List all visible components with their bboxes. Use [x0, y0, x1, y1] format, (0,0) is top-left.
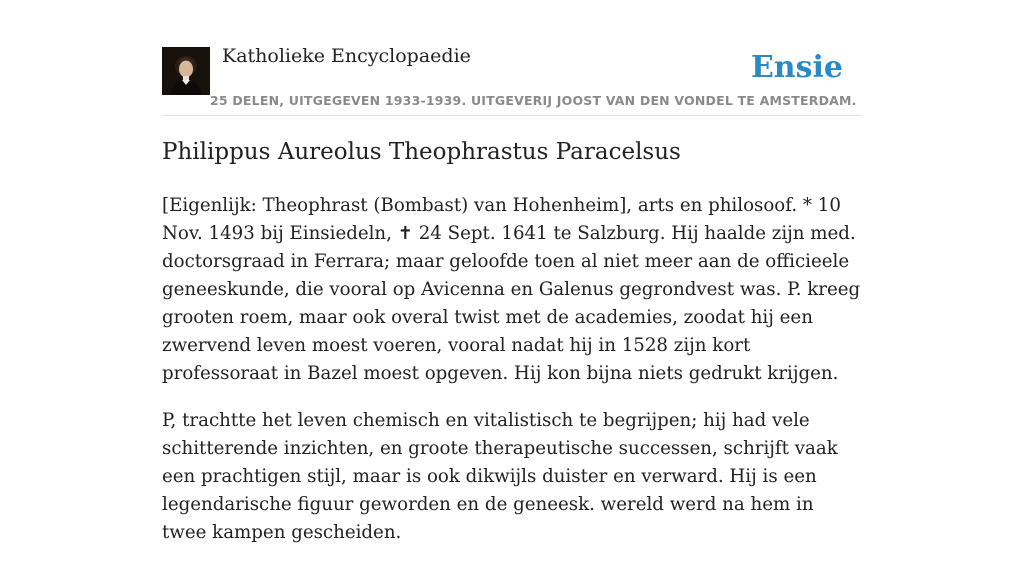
article-paragraph: [Eigenlijk: Theophrast (Bombast) van Hohenheim], arts en philosoof. * 10 Nov. 1493 bij Einsiedeln, ✝ 24 Sept. 1641 te Salzburg. Hij haalde zijn med. doctorsgraad in Ferrara; maar geloofde toen al niet meer aan de officieele geneeskunde, die vooral op Avicenna en Galenus gegrondvest was. P. kreeg grooten roem, maar ook overal twist met de academies, zoodat hij een zwervend leven moest voeren, vooral nadat hij in 1528 zijn kort professoraat in Bazel moest opgeven. Hij kon bijna niets gedrukt krijgen.	[162, 195, 861, 384]
article-paragraph: P, trachtte het leven chemisch en vitalistisch te begrijpen; hij had vele schitterende inzichten, en groote therapeutische successen, schrijft vaak een prachtigen stijl, maar is ook dikwijls duister en verward. Hij is een legendarische figuur geworden en de geneesk. wereld werd na hem in twee kampen gescheiden.	[162, 410, 838, 543]
article-title: Philippus Aureolus Theophrastus Paracelsus	[162, 139, 681, 165]
page-container	[162, 0, 862, 543]
source-title[interactable]: Katholieke Encyclopaedie	[222, 45, 471, 67]
portrait-avatar-icon[interactable]	[162, 47, 210, 95]
ensie-logo-link[interactable]: Ensie	[750, 50, 843, 85]
article-body	[162, 192, 862, 566]
source-header	[162, 0, 862, 116]
source-meta: 25 DELEN, UITGEGEVEN 1933-1939. UITGEVERIJ JOOST VAN DEN VONDEL TE AMSTERDAM.	[210, 93, 857, 108]
portrait-avatar-svg	[162, 47, 210, 95]
